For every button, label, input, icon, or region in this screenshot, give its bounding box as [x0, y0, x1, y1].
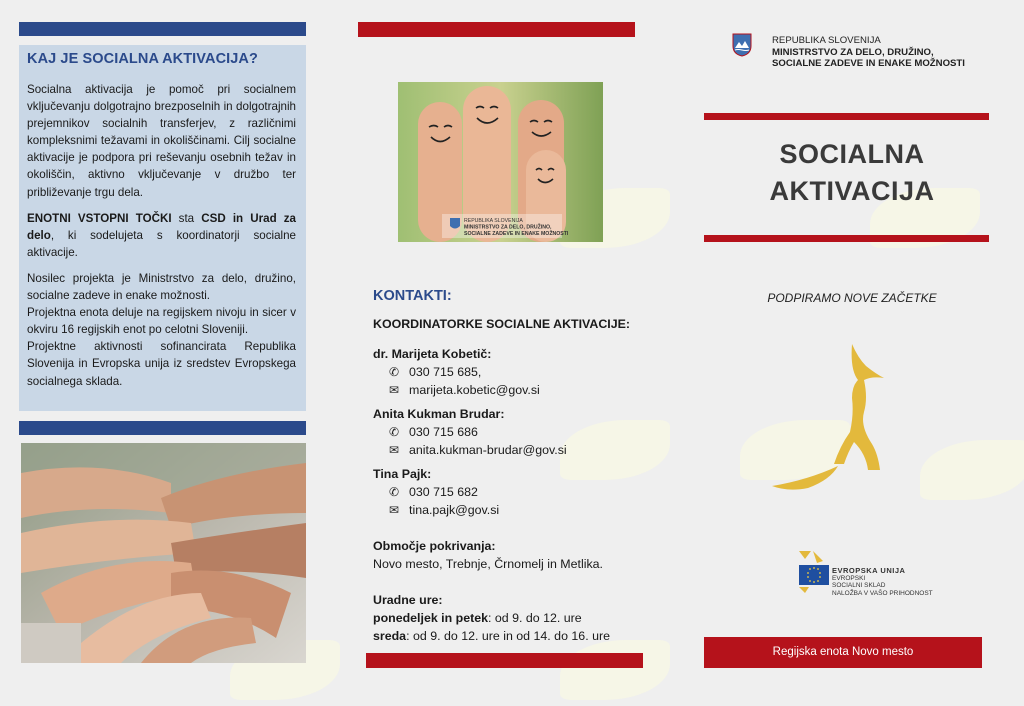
contact-phone-row [373, 423, 653, 441]
coverage-value: Novo mesto, Trebnje, Črnomelj in Metlika. [373, 557, 604, 571]
photo-caption-line-2: MINISTRSTVO ZA DELO, DRUŽINO, [464, 224, 552, 231]
office-hours-row-2: sreda: od 9. do 12. ure in od 14. do 16. ure [373, 629, 610, 643]
coordinators-heading: KOORDINATORKE SOCIALNE AKTIVACIJE: [373, 317, 631, 331]
stacked-hands-photo [21, 443, 306, 663]
contact-phone: 030 715 682 [409, 485, 478, 499]
contact-name: dr. Marijeta Kobetič: [373, 347, 492, 361]
contacts-title: KONTAKTI: [373, 288, 452, 304]
smiling-fingers-photo [398, 82, 603, 242]
left-bottom-blue-bar [19, 421, 306, 435]
contacts-list [373, 315, 653, 645]
contact-name: Anita Kukman Brudar: [373, 407, 505, 421]
contact-email-row [373, 501, 653, 519]
contact-phone-row [373, 363, 653, 381]
contact-phone: 030 715 686 [409, 425, 478, 439]
left-top-blue-bar [19, 22, 306, 36]
background-leaf [560, 640, 670, 700]
contact-email[interactable]: tina.pajk@gov.si [409, 503, 500, 517]
phone-icon: ✆ [388, 485, 400, 499]
background-leaf [920, 440, 1024, 500]
info-paragraph-1: Socialna aktivacija je pomoč pri socialnem vključevanju dolgotrajno brezposelnih in dolgotrajnih prejemnikov socialnih transferjev, z različnimi kompleksnimi težavami in okoliščinami. Cilj socialne aktivacije je podpora pri reševanju osebnih težav in okoliščin, aktivno vključevanje v družbo ter približevanje trgu dela. [27, 83, 296, 199]
info-paragraph-5: Projektne aktivnosti sofinancirata Republika Slovenija in Evropska unija iz sredstev Evropskega socialnega sklada. [27, 340, 296, 388]
title-top-red-rule [704, 113, 989, 120]
contact-email[interactable]: marijeta.kobetic@gov.si [409, 383, 540, 397]
title-bottom-red-rule [704, 235, 989, 242]
phone-icon: ✆ [388, 365, 400, 379]
leaflet-title: SOCIALNA AKTIVACIJA [769, 139, 935, 206]
info-paragraph-3: Nosilec projekta je Ministrstvo za delo, družino, socialne zadeve in enake možnosti. [27, 271, 296, 303]
envelope-icon: ✉ [388, 503, 400, 517]
info-paragraph-4: Projektna enota deluje na regijskem nivoju in sicer v okviru 16 regijskih enot po celotni Sloveniji. [27, 306, 296, 337]
contact-phone-row [373, 483, 653, 501]
slovenia-crest-icon [731, 33, 753, 57]
photo-caption-line-3: SOCIALNE ZADEVE IN ENAKE MOŽNOSTI [464, 231, 569, 237]
eu-esf-logo [797, 549, 829, 593]
contact-email-row [373, 441, 653, 459]
envelope-icon: ✉ [388, 383, 400, 397]
office-hours-label: Uradne ure: [373, 593, 443, 607]
envelope-icon: ✉ [388, 443, 400, 457]
info-paragraph-2: ENOTNI VSTOPNI TOČKI sta CSD in Urad za delo, ki sodelujeta s koordinatorji socialne aktivacije. [27, 211, 297, 259]
contact-name: Tina Pajk: [373, 467, 432, 481]
eu-esf-text: EVROPSKA UNIJA EVROPSKI SOCIALNI SKLAD NALOŽBA V VAŠO PRIHODNOST [832, 566, 933, 597]
info-box [19, 45, 306, 411]
contact-email[interactable]: anita.kukman-brudar@gov.si [409, 443, 567, 457]
ministry-name: REPUBLIKA SLOVENIJA MINISTRSTVO ZA DELO, DRUŽINO, SOCIALNE ZADEVE IN ENAKE MOŽNOSTI [772, 35, 965, 69]
contact-phone: 030 715 685, [409, 365, 482, 379]
slogan: PODPIRAMO NOVE ZAČETKE [767, 291, 937, 305]
info-title: KAJ JE SOCIALNA AKTIVACIJA? [27, 51, 258, 67]
contact-email-row [373, 381, 653, 399]
office-hours-row-1: ponedeljek in petek: od 9. do 12. ure [373, 611, 582, 625]
regional-unit-banner: Regijska enota Novo mesto [704, 637, 982, 668]
coverage-label: Območje pokrivanja: [373, 539, 496, 553]
phone-icon: ✆ [388, 425, 400, 439]
middle-bottom-red-bar [366, 653, 643, 668]
middle-top-red-bar [358, 22, 635, 37]
photo-caption-crest-icon [450, 218, 460, 229]
social-activation-logo [768, 340, 908, 492]
photo-caption-line-1: REPUBLIKA SLOVENIJA [464, 218, 523, 224]
